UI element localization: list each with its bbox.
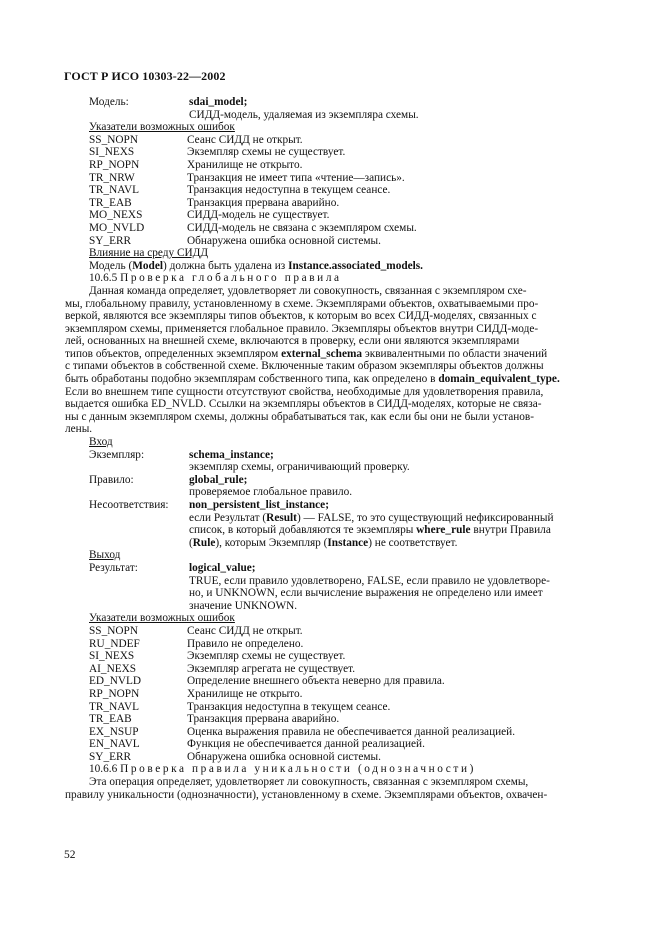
input-rule-row: Правило: global_rule; (89, 473, 248, 486)
error-row: SI_NEXS Экземпляр схемы не существует. (89, 146, 346, 159)
section-10-6-5-heading: 10.6.5 Проверка глобального правила (89, 272, 342, 285)
effect-heading: Влияние на среду СИДД (89, 247, 209, 260)
error-row: TR_EAB Транзакция прервана аварийно. (89, 196, 340, 209)
model-param-row (89, 96, 597, 109)
page-body: Модель: sdai_model; СИДД-модель, удаляемая из экземпляра схемы. Указатели возможных ошибок SS_NOPN Сеанс СИДД не открыт. SI_NEXS Экземпляр схемы не существует. RP_NOPN Хранилище не открыто. TR_NRW Транзакция не имеет типа «чтение—запись». TR_NAVL Транзакция недоступна в текущем сеансе. TR_EAB Транзакция прервана аварийно. MO_NEXS СИДД-модель не существует. MO_NVLD СИДД-модель не связана с экземпляром схемы. SY_ERR Обнаружена ошибка основной системы. Влияние на среду СИДД Модель (Model) должна быть удалена из Instance.associated_models. 10.6.5 Проверка глобального правила Данная команда определяет, удовлетворяет ли совокупность, связанная с экземпляром схе- мы, глобальному правилу, установленному в схеме. Экземплярами объектов, охватываемыми про- веркой, являются все экземпляры типов объектов, к которым во всех СИДД-моделях, связанных с экземпляром схемы, применяется глобальное правило. Экземпляры объектов внутри СИДД-моде- лей, основанных на внешней схеме, включаются в проверку, если они являются экземплярами типов объектов, определенных экземпляром external_schema эквивалентными по области значений с типами объектов в собственной схеме. Включенные таким образом экземпляры объектов должны быть обработаны подобно экземплярам собственного типа, как определено в domain_equivalent_type. Если во внешнем типе сущности отсутствуют свойства, необходимые для удовлетворения правила, выдается ошибка ED_NVLD. Ссылки на экземпляры объектов в СИДД-моделях, которые не связа- ны с данным экземпляром схемы, должны обрабатываться так, как если бы они не были установ- лены. Вход Экземпляр: schema_instance; экземпляр схемы, ограничивающий проверку. Правило: global_rule; проверяемое глобальное правило. Несоответствия: non_persistent_list_instance; если Результат (Result) — FALSE, то это существующий нефиксированный список, в который добавляются те экземпляры where_rule внутри Правила (Rule), которым Экземпляр (Instance) не соответствует. Выход Результат: logical_value; TRUE, если правило удовлетворено, FALSE, если правило не удовлетворе- но, и UNKNOWN, если вычисление выражения не определено или имеет значение UNKNOWN. Указатели возможных ошибок SS_NOPN Сеанс СИДД не открыт. RU_NDEF Правило не определено. SI_NEXS Экземпляр схемы не существует. AI_NEXS Экземпляр агрегата не существует. ED_NVLD Определение внешнего объекта неверно для правила. RP_NOPN Хранилище не открыто. TR_NAVL Транзакция недоступна в текущем сеансе. TR_EAB Транзакция прервана аварийно. EX_NSUP Оценка выражения правила не обеспечивается данной реализацией. EN_NAVL Функция не обеспечивается данной реализацией. SY_ERR Обнаружена ошибка основной системы. 10.6.6 Проверка правила уникальности (однозначности) Эта операция определяет, удовлетворяет ли совокупность, связанная с экземпляром схемы, правилу уникальности (однозначности), установленному в схеме. Экземплярами объектов, охвачен- (89, 96, 597, 801)
error-list-2 (89, 625, 597, 764)
error-list-1 (89, 134, 597, 247)
effect-text: Модель (Model) должна быть удалена из Instance.associated_models. (89, 259, 423, 272)
input-noncompliance-row: Несоответствия: non_persistent_list_instance; (89, 499, 329, 511)
error-row: SY_ERR Обнаружена ошибка основной системы. (89, 750, 381, 763)
section-10-6-6-heading: 10.6.6 Проверка правила уникальности (однозначности) (89, 763, 476, 776)
output-heading: Выход (89, 549, 121, 562)
model-desc: СИДД-модель, удаляемая из экземпляра схемы. (189, 108, 419, 121)
error-row: MO_NVLD СИДД-модель не связана с экземпляром схемы. (89, 221, 417, 234)
error-row: SY_ERR Обнаружена ошибка основной системы. (89, 234, 381, 247)
section-10-6-6-paragraph: Эта операция определяет, удовлетворяет ли совокупность, связанная с экземпляром схемы, правилу уникальности (однозначности), установленному в схеме. Экземплярами объектов, охвачен- (65, 776, 548, 801)
error-row: MO_NEXS СИДД-модель не существует. (89, 209, 330, 222)
error-row: RP_NOPN Хранилище не открыто. (89, 158, 303, 171)
error-row: TR_NAVL Транзакция недоступна в текущем сеансе. (89, 184, 391, 197)
error-row: RP_NOPN Хранилище не открыто. (89, 687, 303, 700)
error-row: SI_NEXS Экземпляр схемы не существует. (89, 650, 346, 663)
error-row: TR_NRW Транзакция не имеет типа «чтение—запись». (89, 171, 405, 184)
input-instance-row: Экземпляр: schema_instance; (89, 448, 274, 461)
error-row: SS_NOPN Сеанс СИДД не открыт. (89, 133, 303, 146)
page-number: 52 (64, 849, 76, 861)
errors-heading-1: Указатели возможных ошибок (89, 121, 235, 134)
error-row: TR_NAVL Транзакция недоступна в текущем сеансе. (89, 700, 391, 713)
section-10-6-5-paragraph: Данная команда определяет, удовлетворяет ли совокупность, связанная с экземпляром схе- мы, глобальному правилу, установленному в схеме. Экземплярами объектов, охватываемыми про- веркой, являются все экземпляры типов объектов, к которым во всех СИДД-моделях, связанных с экземпляром схемы, применяется глобальное правило. Экземпляры объектов внутри СИДД-моде- лей, основанных на внешней схеме, включаются в проверку, если они являются экземплярами типов объектов, определенных экземпляром external_schema эквивалентными по области значений с типами объектов в собственной схеме. Включенные таким образом экземпляры объектов должны быть обработаны подобно экземплярам собственного типа, как определено в domain_equivalent_type. Если во внешнем типе сущности отсутствуют свойства, необходимые для удовлетворения правила, выдается ошибка ED_NVLD. Ссылки на экземпляры объектов в СИДД-моделях, которые не связа- ны с данным экземпляром схемы, должны обрабатываться так, как если бы они не были установ- лены. (65, 284, 560, 436)
error-row: EN_NAVL Функция не обеспечивается данной реализацией. (89, 738, 425, 751)
model-desc-row (89, 109, 597, 122)
error-row: AI_NEXS Экземпляр агрегата не существует. (89, 662, 356, 675)
document-header: ГОСТ Р ИСО 10303-22—2002 (64, 69, 226, 83)
errors-heading-2: Указатели возможных ошибок (89, 612, 235, 625)
error-row: SS_NOPN Сеанс СИДД не открыт. (89, 624, 303, 637)
input-heading: Вход (89, 436, 113, 449)
model-label: Модель: (89, 96, 129, 108)
error-row: TR_EAB Транзакция прервана аварийно. (89, 713, 340, 726)
model-value: sdai_model; (189, 96, 248, 108)
error-row: ED_NVLD Определение внешнего объекта неверно для правила. (89, 675, 445, 688)
error-row: RU_NDEF Правило не определено. (89, 637, 304, 650)
error-row: EX_NSUP Оценка выражения правила не обеспечивается данной реализацией. (89, 725, 516, 738)
output-result-row: Результат: logical_value; (89, 561, 256, 574)
